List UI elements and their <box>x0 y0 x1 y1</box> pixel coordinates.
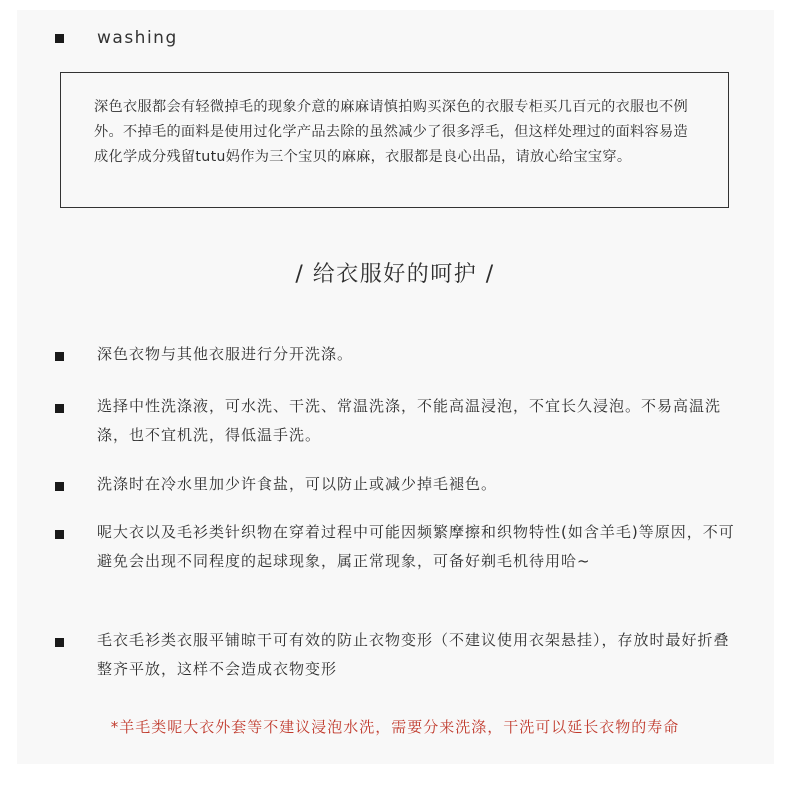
notice-text: 深色衣服都会有轻微掉毛的现象介意的麻麻请慎拍购买深色的衣服专柜买几百元的衣服也不例外。不掉毛的面料是使用过化学产品去除的虽然减少了很多浮毛，但这样处理过的面料容易造成化学成分残留tutu妈作为三个宝贝的麻麻，衣服都是良心出品，请放心给宝宝穿。 <box>94 99 688 165</box>
section-title: / 给衣服好的呵护 / <box>295 262 495 287</box>
square-bullet-icon <box>55 530 64 539</box>
header-label: washing <box>97 28 178 48</box>
care-item <box>55 340 737 369</box>
care-item <box>55 626 737 684</box>
square-bullet-icon <box>55 34 64 43</box>
care-item <box>55 392 737 450</box>
square-bullet-icon <box>55 404 64 413</box>
care-item-text: 洗涤时在冷水里加少许食盐，可以防止或减少掉毛褪色。 <box>97 475 498 493</box>
square-bullet-icon <box>55 352 64 361</box>
shedding-notice-box <box>60 72 729 208</box>
square-bullet-icon <box>55 638 64 647</box>
wool-warning-note: *羊毛类呢大衣外套等不建议浸泡水洗，需要分来洗涤，干洗可以延长衣物的寿命 <box>110 718 680 736</box>
care-item-text: 呢大衣以及毛衫类针织物在穿着过程中可能因频繁摩擦和织物特性(如含羊毛)等原因，不可避免会出现不同程度的起球现象，属正常现象，可备好剃毛机待用哈~ <box>97 523 735 570</box>
square-bullet-icon <box>55 482 64 491</box>
care-item <box>55 470 737 499</box>
care-item-text: 毛衣毛衫类衣服平铺晾干可有效的防止衣物变形（不建议使用衣架悬挂），存放时最好折叠整齐平放，这样不会造成衣物变形 <box>97 631 730 678</box>
care-item <box>55 518 737 576</box>
care-item-text: 选择中性洗涤液，可水洗、干洗、常温洗涤，不能高温浸泡，不宜长久浸泡。不易高温洗涤，也不宜机洗，得低温手洗。 <box>97 397 722 444</box>
washing-header <box>55 28 178 48</box>
care-item-text: 深色衣物与其他衣服进行分开洗涤。 <box>97 345 354 363</box>
